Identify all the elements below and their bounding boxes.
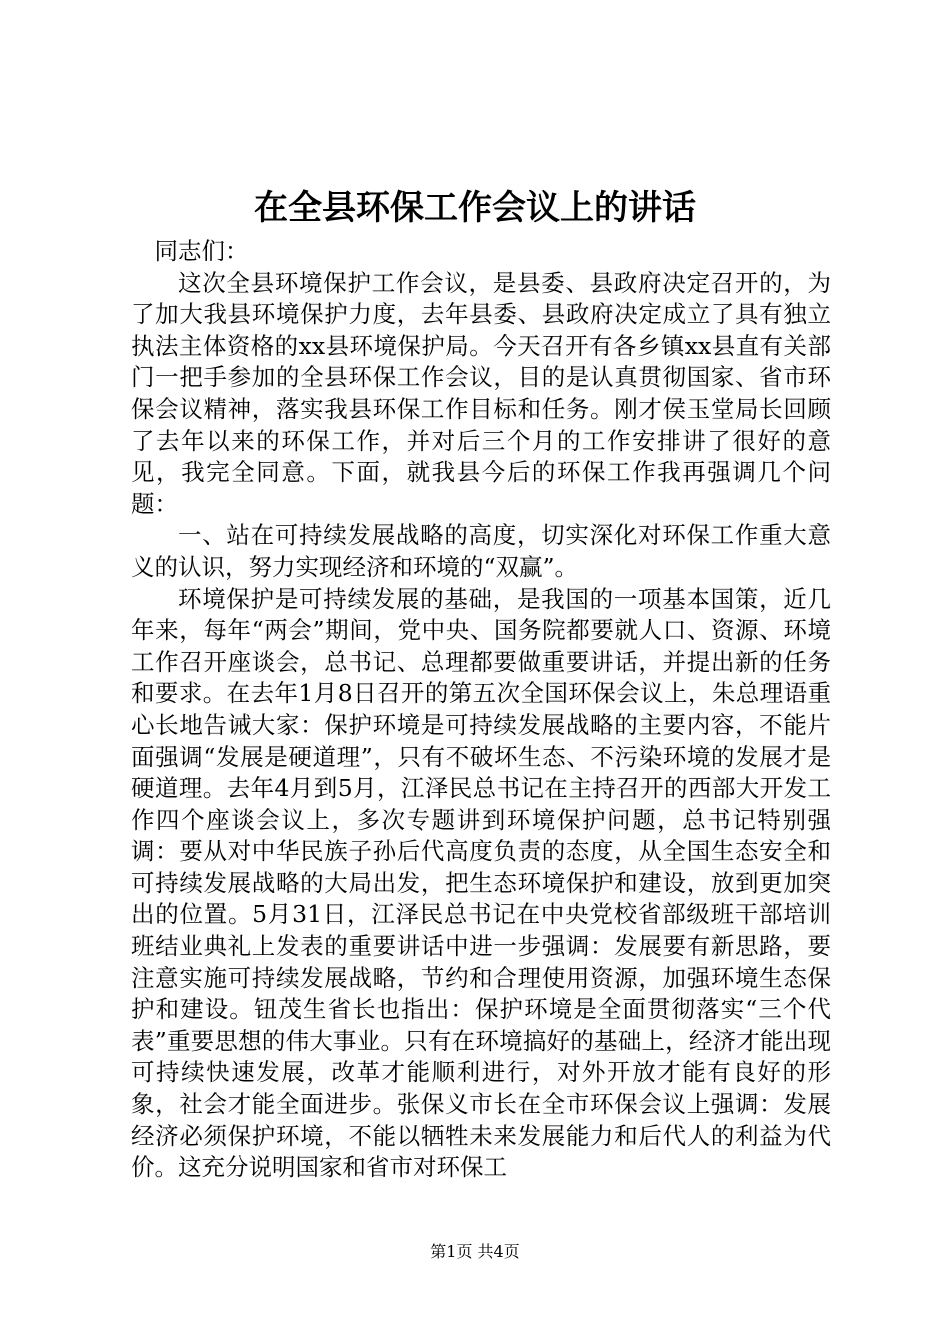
salutation: 同志们：: [154, 237, 249, 265]
page-title: 在全县环保工作会议上的讲话: [254, 188, 696, 228]
paragraph: 环境保护是可持续发展的基础，是我国的一项基本国策，近几年来，每年“两会”期间，党中央、国务院都要就人口、资源、环境工作召开座谈会，总书记、总理都要做重要讲话，并提出新的任务和要求。在去年1月8日召开的第五次全国环保会议上，朱总理语重心长地告诫大家：保护环境是可持续发展战略的主要内容，不能片面强调“发展是硬道理”，只有不破坏生态、不污染环境的发展才是硬道理。去年4月到5月，江泽民总书记在主持召开的西部大开发工作四个座谈会议上，多次专题讲到环境保护问题，总书记特别强调：要从对中华民族子孙后代高度负责的态度，从全国生态安全和可持续发展战略的大局出发，把生态环境保护和建设，放到更加突出的位置。5月31日，江泽民总书记在中央党校省部级班干部培训班结业典礼上发表的重要讲话中进一步强调：发展要有新思路，要注意实施可持续发展战略，节约和合理使用资源，加强环境生态保护和建设。钮茂生省长也指出：保护环境是全面贯彻落实“三个代表”重要思想的伟大事业。只有在环境搞好的基础上，经济才能出现可持续快速发展，改革才能顺利进行，对外开放才能有良好的形象，社会才能全面进步。张保义市长在全市环保会议上强调：发展经济必须保护环境，不能以牺牲未来发展能力和后代人的利益为代价。这充分说明国家和省市对环保工: [131, 584, 831, 1182]
paragraph: 这次全县环境保护工作会议，是县委、县政府决定召开的，为了加大我县环境保护力度，去年县委、县政府决定成立了具有独立执法主体资格的xx县环境保护局。今天召开有各乡镇xx县直有关部门一把手参加的全县环保工作会议，目的是认真贯彻国家、省市环保会议精神，落实我县环保工作目标和任务。刚才侯玉堂局长回顾了去年以来的环保工作，并对后三个月的工作安排讲了很好的意见，我完全同意。下面，就我县今后的环保工作我再强调几个问题：: [131, 268, 831, 518]
document-body: [131, 236, 831, 1184]
section-heading: 一、站在可持续发展战略的高度，切实深化对环保工作重大意义的认识，努力实现经济和环境的“双赢”。: [131, 521, 831, 581]
page-number-footer: 第1页 共4页: [430, 1242, 520, 1261]
